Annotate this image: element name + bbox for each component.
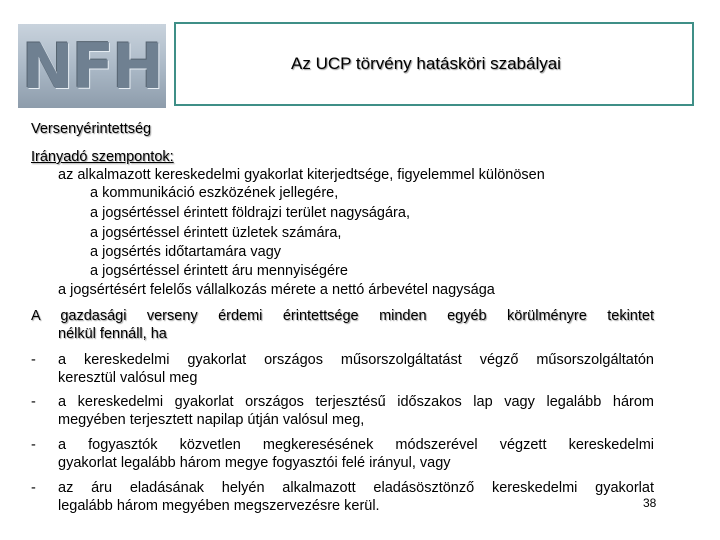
criteria-heading: Irányadó szempontok: [31, 149, 174, 165]
bullet-item [58, 393, 654, 429]
bullet-marker: - [31, 437, 36, 453]
criteria-item: a jogsértéssel érintett földrajzi terület nagyságára, [90, 205, 410, 221]
title-box [174, 22, 694, 106]
condition-line-1: A gazdasági verseny érdemi érintettsége minden egyéb körülményre tekintet [31, 308, 654, 324]
condition-line-2: nélkül fennáll, ha [58, 326, 167, 342]
criteria-closing: a jogsértésért felelős vállalkozás mérete a nettó árbevétel nagysága [58, 282, 495, 298]
bullet-marker: - [31, 352, 36, 368]
page-number: 38 [643, 496, 657, 510]
page-title: Az UCP törvény hatásköri szabályai [291, 54, 561, 73]
bullet-item [58, 351, 654, 387]
logo-text: NFH [21, 30, 163, 103]
criteria-item: a jogsértéssel érintett áru mennyiségére [90, 263, 348, 279]
bullet-line-1: a fogyasztók közvetlen megkeresésének módszerével végzett kereskedelmi [58, 437, 654, 453]
criteria-item: a kommunikáció eszközének jellegére, [90, 185, 339, 201]
bullet-marker: - [31, 394, 36, 410]
bullet-line-2: gyakorlat legalább három megye fogyasztói felé irányul, vagy [58, 455, 451, 471]
criteria-item: a jogsértés időtartamára vagy [90, 244, 282, 260]
bullet-line-1: az áru eladásának helyén alkalmazott eladásösztönző kereskedelmi gyakorlat [58, 480, 654, 496]
bullet-item [58, 436, 654, 472]
bullet-line-2: legalább három megyében megszervezésre kerül. [58, 498, 380, 514]
criteria-item: a jogsértéssel érintett üzletek számára, [90, 225, 342, 241]
bullet-line-2: keresztül valósul meg [58, 370, 198, 386]
bullet-line-2: megyében terjesztett napilap útján valósul meg, [58, 412, 365, 428]
bullet-line-1: a kereskedelmi gyakorlat országos terjesztésű időszakos lap vagy legalább három [58, 394, 654, 410]
nfh-logo [18, 24, 166, 108]
bullet-item [58, 479, 657, 515]
condition-paragraph [31, 307, 654, 343]
criteria-intro: az alkalmazott kereskedelmi gyakorlat kiterjedtsége, figyelemmel különösen [58, 167, 545, 183]
section-heading: Versenyérintettség [31, 121, 152, 137]
bullet-line-1: a kereskedelmi gyakorlat országos műsorszolgáltatást végző műsorszolgáltatón [58, 352, 654, 368]
bullet-marker: - [31, 480, 36, 496]
